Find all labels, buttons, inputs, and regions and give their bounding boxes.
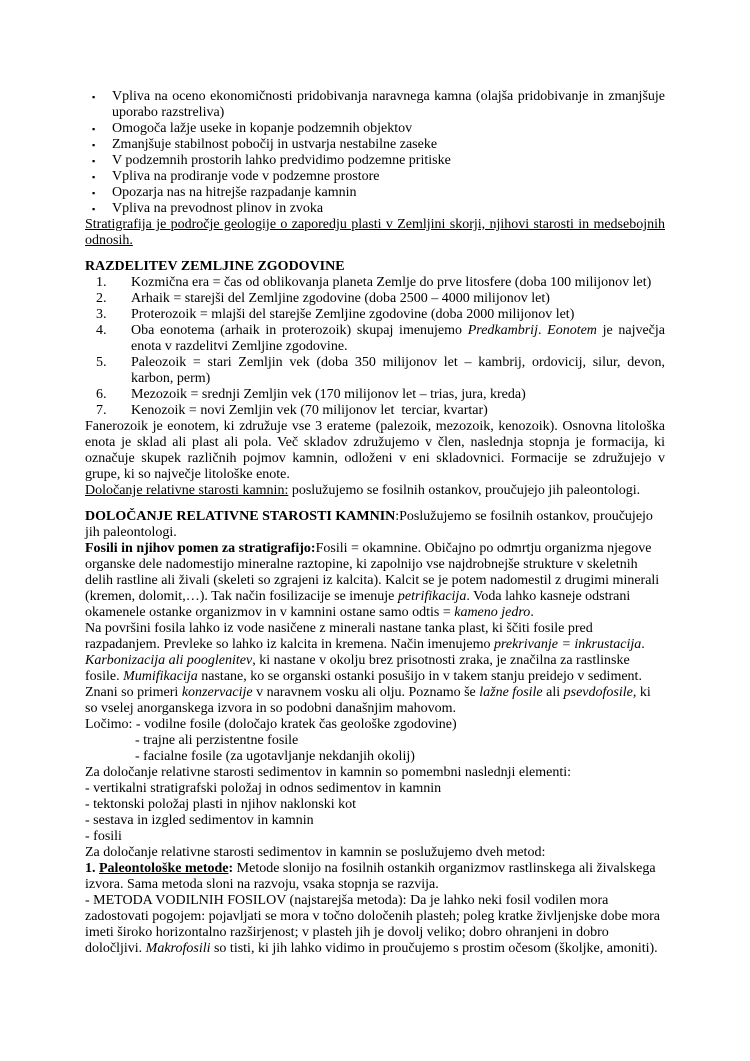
bullet-square-icon: ▪ <box>92 92 96 102</box>
locimo-block <box>85 717 665 765</box>
numbered-item <box>85 387 665 403</box>
blank-line <box>85 249 665 259</box>
bullet-item-text: Zmanjšuje stabilnost pobočij in ustvarja nestabilne zaseke <box>112 137 438 152</box>
numbered-item <box>85 307 665 323</box>
numbered-item <box>85 275 665 291</box>
bullet-item-text: Opozarja nas na hitrejše razpadanje kamnin <box>112 185 357 200</box>
item-number: 5. <box>96 355 107 370</box>
bullet-item-text: V podzemnih prostorih lahko predvidimo podzemne pritiske <box>112 153 451 168</box>
paragraph-na-povrsini: Na površini fosila lahko iz vode nasičene z minerali nastane tanka plast, ki ščiti fosile pred razpadanjem. Prevleke so lahko iz kalcita in kremena. Način imenujemo prekrivanje = inkrustacija. Karbonizacija ali pooglenitev, ki nastane v okolju brez prisotnosti zraka, je značilna za rastlinske fosile. Mumifikacija nastane, ko se organski ostanki posušijo in v takem stanju preidejo v sediment. Znani so primeri konzervacije v naravnem vosku ali olju. Poznamo še lažne fosile ali psevdofosile, ki so vselej anorganskega izvora in so podobni današnjim mahovom. <box>85 621 651 716</box>
item-number: 6. <box>96 387 107 402</box>
item-text: Kenozoik = novi Zemljin vek (70 milijonov let terciar, kvartar) <box>131 403 488 418</box>
element-item: - sestava in izgled sedimentov in kamnin <box>85 813 314 828</box>
bullet-item-text: Vpliva na prevodnost plinov in zvoka <box>112 201 324 216</box>
numbered-list <box>85 275 665 419</box>
item-number: 2. <box>96 291 107 306</box>
methods-intro: Za določanje relativne starosti sedimentov in kamnin se poslužujemo dveh metod: <box>85 845 546 860</box>
paragraph-fosili: Fosili in njihov pomen za stratigrafijo:Fosili = okamnine. Običajno po odmrtju organizma njegove organske dele nadomestijo mineralne raztopine, ki zapolnijo vse najdrobnejše strukture v skeletnih delih rastline ali živali (skeleti so zgrajeni iz kalcita). Kalcit se je potem nadomestil z drugimi minerali (kremen, dolomit,…). Tak način fosilizacije se imenuje petrifikacija. Voda lahko kasneje odstrani okamenele ostanke organizmov in v kamnini ostane samo odtis = kameno jedro. <box>85 541 660 620</box>
paragraph-paleontoloske-metode: 1. Paleontološke metode: Metode slonijo na fosilnih ostankih organizmov rastlinskega ali živalskega izvora. Sama metoda sloni na razvoju, vsaka stopnja se razvija. <box>85 861 656 892</box>
paragraph-dolocanje-heading: DOLOČANJE RELATIVNE STAROSTI KAMNIN:Poslužujemo se fosilnih ostankov, proučujejo jih paleontologi. <box>85 509 653 540</box>
item-number: 1. <box>96 275 107 290</box>
bullet-item <box>85 137 665 153</box>
locimo-sub-item: - facialne fosile (za ugotavljanje nekdanjih okolij) <box>135 749 415 764</box>
paragraph-fanerozoik: Fanerozoik je eonotem, ki združuje vse 3 erateme (palezoik, mezozoik, kenozoik). Osnovna litološka enota je sklad ali plast ali pola. Več skladov združujemo v člen, naslednja stopnja je formacija, ki označuje skupek različnih pojmov kamnin, odloženi v eni skladovnici. Formacije se združujejo v grupe, ki so največje litološke enote. <box>85 419 665 482</box>
locimo-sub-item: - trajne ali perzistentne fosile <box>135 733 299 748</box>
numbered-item <box>85 291 665 307</box>
section-heading-razdelitev: RAZDELITEV ZEMLJINE ZGODOVINE <box>85 259 345 274</box>
paragraph-dolocanje-note: Določanje relativne starosti kamnin: poslužujemo se fosilnih ostankov, proučujejo jih paleontologi. <box>85 483 641 498</box>
numbered-item <box>85 355 665 387</box>
bullet-item <box>85 201 665 217</box>
bullet-item-text: Vpliva na prodiranje vode v podzemne prostore <box>112 169 380 184</box>
bullet-square-icon: ▪ <box>92 156 96 166</box>
bullet-item <box>85 121 665 137</box>
numbered-item <box>85 323 665 355</box>
bullet-item <box>85 89 665 121</box>
item-number: 4. <box>96 323 107 338</box>
bullet-item-text: Vpliva na oceno ekonomičnosti pridobivanja naravnega kamna (olajša pridobivanje in zmanjšuje uporabo razstreliva) <box>112 89 665 120</box>
item-text: Arhaik = starejši del Zemljine zgodovine (doba 2500 – 4000 milijonov let) <box>131 291 550 306</box>
element-item: - tektonski položaj plasti in njihov naklonski kot <box>85 797 357 812</box>
blank-line <box>85 499 665 509</box>
bullet-item-text: Omogoča lažje useke in kopanje podzemnih objektov <box>112 121 413 136</box>
item-text: Proterozoik = mlajši del starejše Zemljine zgodovine (doba 2000 milijonov let) <box>131 307 575 322</box>
element-item: - vertikalni stratigrafski položaj in odnos sedimentov in kamnin <box>85 781 442 796</box>
bullet-item <box>85 185 665 201</box>
bullet-square-icon: ▪ <box>92 188 96 198</box>
item-text: Mezozoik = srednji Zemljin vek (170 milijonov let – trias, jura, kreda) <box>131 387 526 402</box>
item-number: 3. <box>96 307 107 322</box>
bullet-square-icon: ▪ <box>92 204 96 214</box>
locimo-line: Ločimo: - vodilne fosile (določajo kratek čas geološke zgodovine) <box>85 717 457 732</box>
numbered-item <box>85 403 665 419</box>
bullet-item <box>85 153 665 169</box>
element-item: - fosili <box>85 829 122 844</box>
stratigraphy-definition: Stratigrafija je področje geologije o zaporedju plasti v Zemljini skorji, njihovi starosti in medsebojnih odnosih. <box>85 217 665 248</box>
elements-intro: Za določanje relativne starosti sedimentov in kamnin so pomembni naslednji elementi: <box>85 765 571 780</box>
bullet-square-icon: ▪ <box>92 140 96 150</box>
item-number: 7. <box>96 403 107 418</box>
item-text: Kozmična era = čas od oblikovanja planeta Zemlje do prve litosfere (doba 100 milijonov let) <box>131 275 652 290</box>
elements-list <box>85 781 665 845</box>
bullet-square-icon: ▪ <box>92 172 96 182</box>
bullet-item <box>85 169 665 185</box>
bullet-list <box>85 89 665 217</box>
bullet-square-icon: ▪ <box>92 124 96 134</box>
paragraph-metoda-vodilnih-fosilov: - METODA VODILNIH FOSILOV (najstarejša metoda): Da je lahko neki fosil vodilen mora zadostovati pogojem: pojavljati se mora v točno določenih plasteh; poleg kratke življenjske dobe mora imeti široko horizontalno razširjenost; v plasteh jih je dovolj veliko; dobro ohranjeni in dobro določljivi. Makrofosili so tisti, ki jih lahko vidimo in proučujemo s prostim očesom (školjke, amoniti). <box>85 893 661 956</box>
item-text: Paleozoik = stari Zemljin vek (doba 350 milijonov let – kambrij, ordovicij, silur, devon, karbon, perm) <box>131 355 665 386</box>
item-text: Oba eonotema (arhaik in proterozoik) skupaj imenujemo Predkambrij. Eonotem je največja enota v razdelitvi Zemljine zgodovine. <box>131 323 665 354</box>
